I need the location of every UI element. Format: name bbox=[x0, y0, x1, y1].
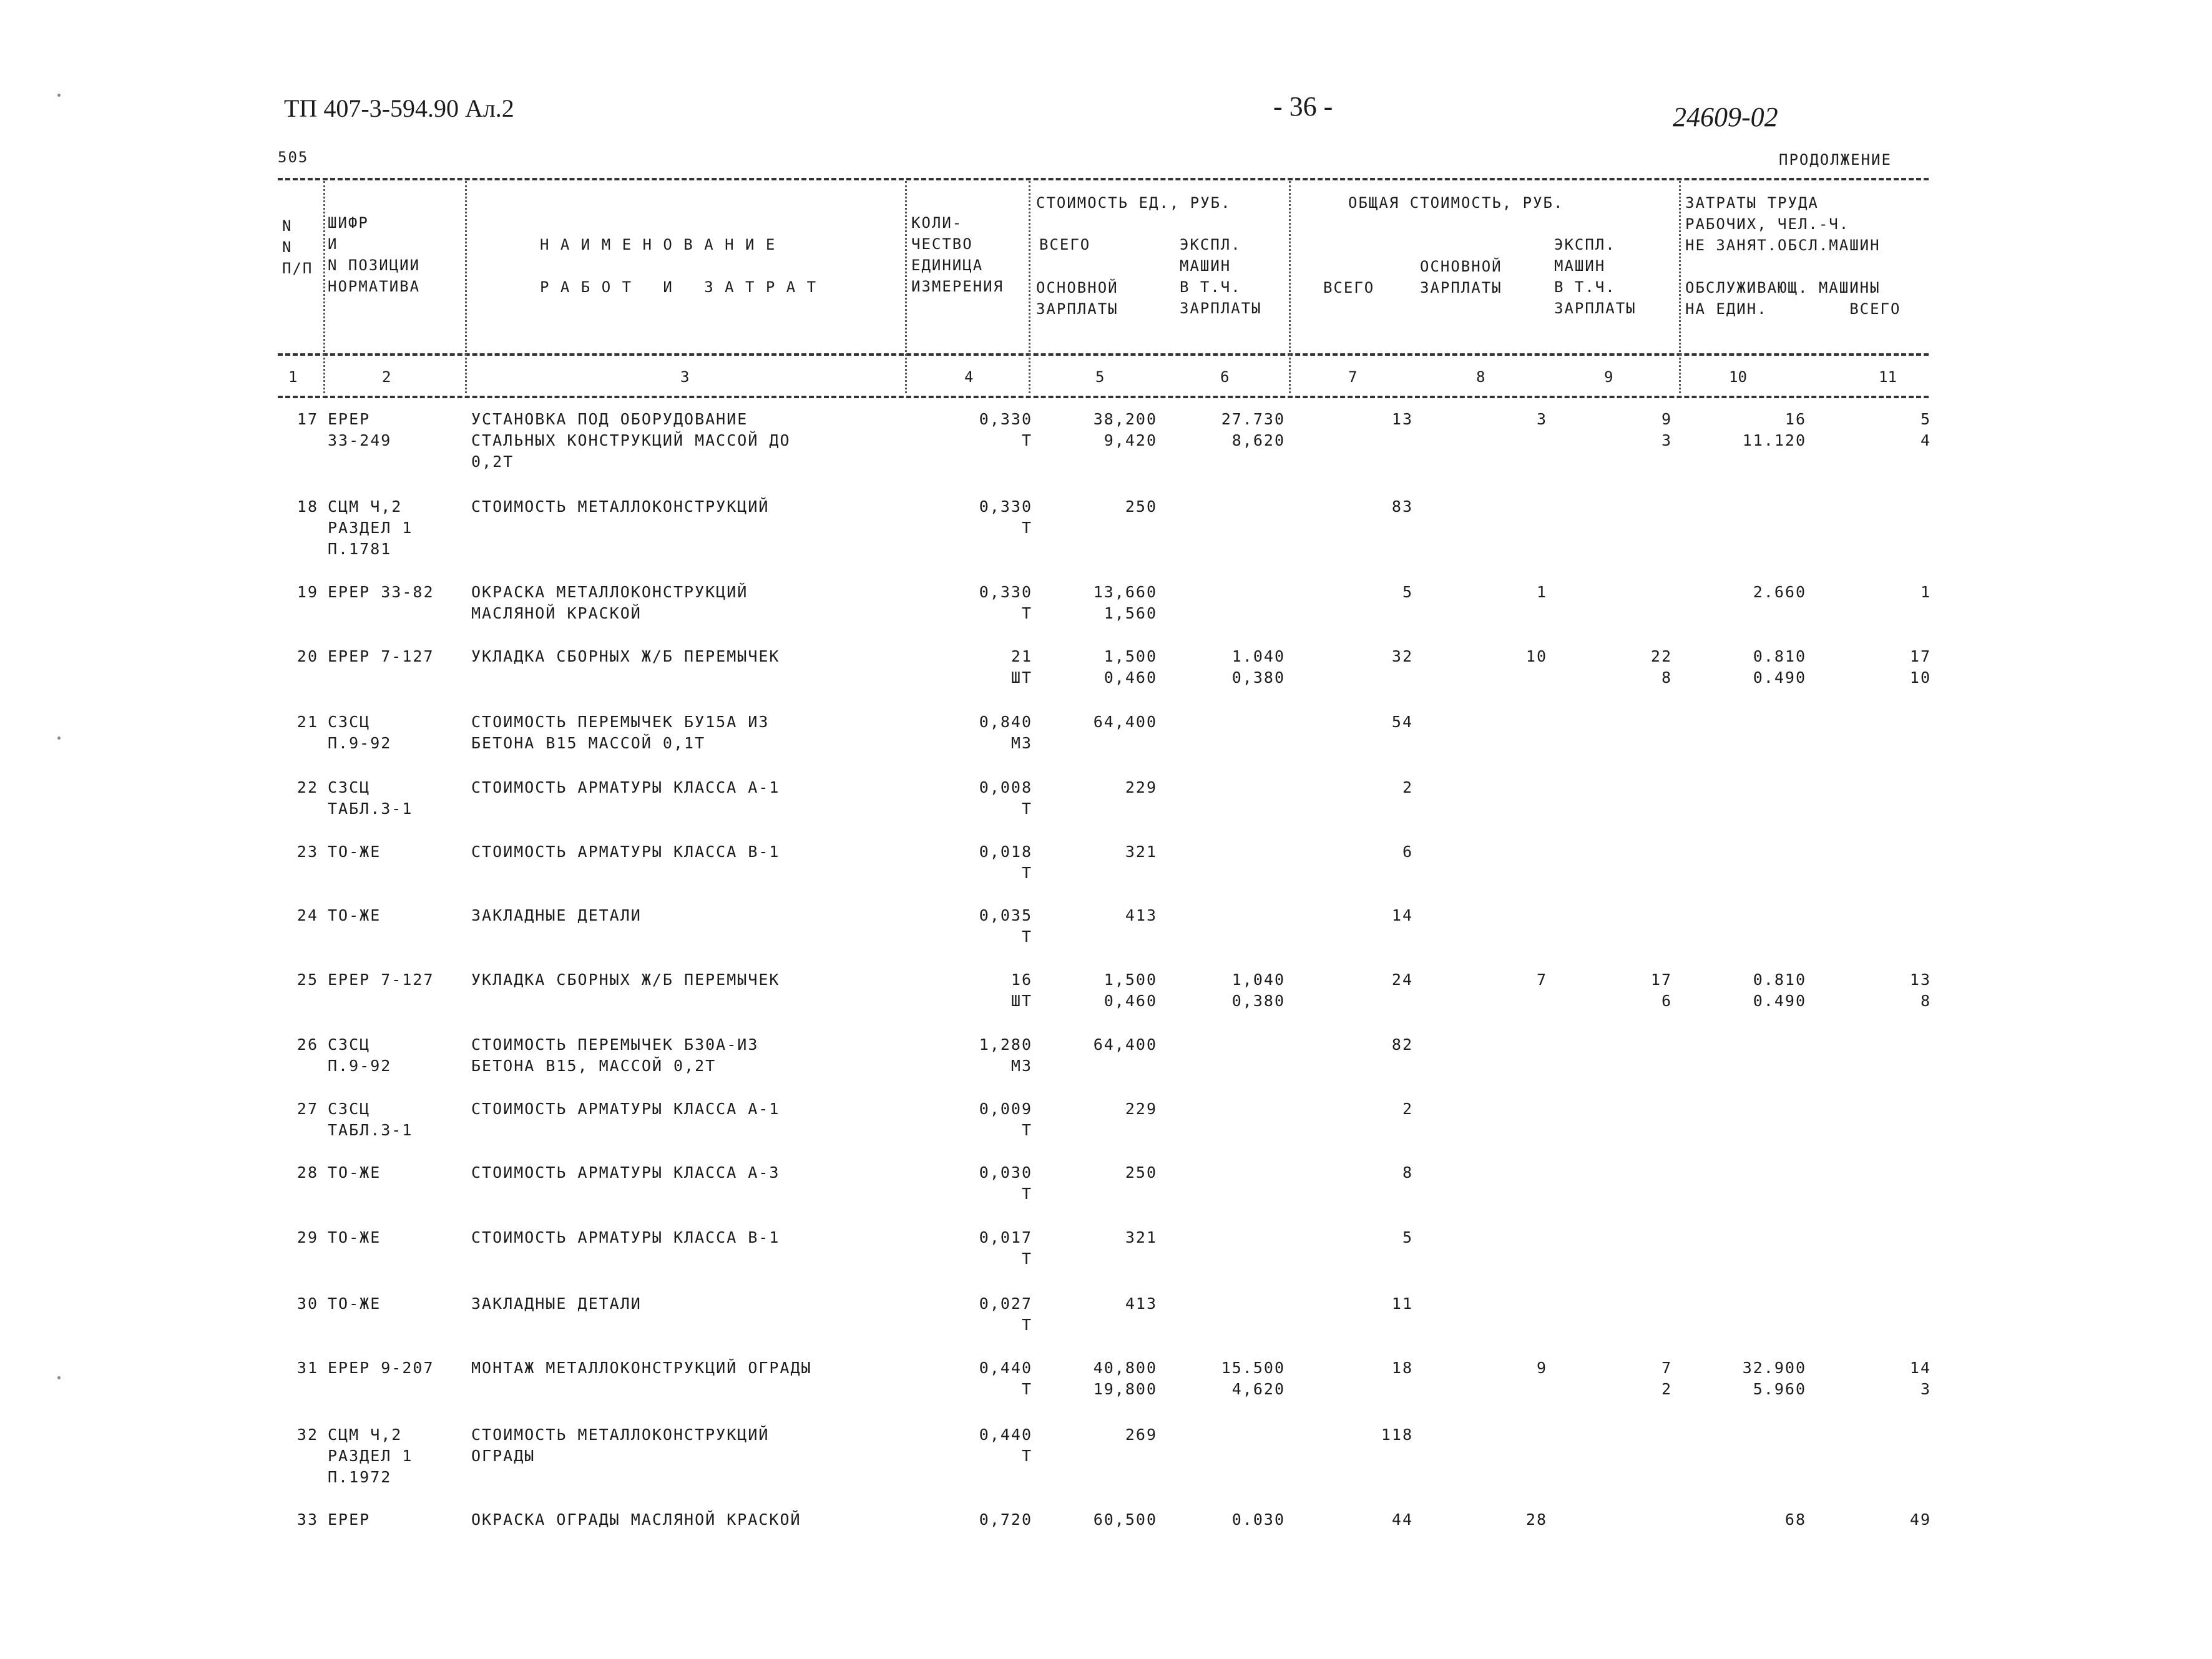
row-total-exp: 17 bbox=[1650, 971, 1672, 989]
scan-speck bbox=[57, 94, 61, 97]
row-unit-exp: 15.500 bbox=[1221, 1359, 1285, 1377]
row-name: ЗАКЛАДНЫЕ ДЕТАЛИ bbox=[471, 1294, 642, 1313]
row-quantity: Т bbox=[1021, 519, 1032, 537]
row-quantity: 0,330 bbox=[979, 583, 1032, 601]
row-labor-unit: 0.810 bbox=[1753, 971, 1806, 989]
header-index: N N П/П bbox=[282, 217, 313, 277]
row-total-exp: 9 bbox=[1661, 410, 1672, 428]
row-total-basic: 7 bbox=[1536, 971, 1547, 989]
row-unit-exp: 1,040 bbox=[1231, 971, 1285, 989]
row-unit-cost: 40,800 bbox=[1093, 1359, 1157, 1377]
row-labor-unit: 5.960 bbox=[1753, 1380, 1806, 1398]
row-number: 32 bbox=[296, 1426, 318, 1444]
row-unit-cost: 19,800 bbox=[1093, 1380, 1157, 1398]
col-separator bbox=[323, 181, 325, 393]
row-number: 21 bbox=[296, 713, 318, 731]
row-total-exp: 6 bbox=[1661, 992, 1672, 1010]
row-code: ТО-ЖЕ bbox=[328, 1163, 381, 1182]
row-unit-cost: 413 bbox=[1125, 1294, 1157, 1313]
row-number: 28 bbox=[296, 1163, 318, 1182]
header-unit-total: ВСЕГО bbox=[1039, 236, 1091, 253]
row-quantity: Т bbox=[1021, 604, 1032, 622]
row-name: СТОИМОСТЬ ПЕРЕМЫЧЕК БУ15А ИЗ bbox=[471, 713, 770, 731]
row-code: ТО-ЖЕ bbox=[328, 1228, 381, 1246]
row-code: РАЗДЕЛ 1 bbox=[328, 519, 413, 537]
row-code: РАЗДЕЛ 1 bbox=[328, 1447, 413, 1465]
row-name: СТОИМОСТЬ АРМАТУРЫ КЛАССА А-3 bbox=[471, 1163, 780, 1182]
row-quantity: Т bbox=[1021, 1250, 1032, 1268]
row-code: СЗСЦ bbox=[328, 713, 371, 731]
colnum-5: 5 bbox=[1095, 368, 1105, 386]
header-name: Н А И М Е Н О В А Н И Е Р А Б О Т И З А Т Р А Т bbox=[540, 236, 818, 296]
header-total-basic: ОСНОВНОЙ ЗАРПЛАТЫ bbox=[1420, 258, 1502, 296]
row-total: 14 bbox=[1391, 906, 1413, 924]
document-code: ТП 407-3-594.90 Ал.2 bbox=[284, 94, 514, 122]
table-top-rule bbox=[278, 178, 1929, 180]
row-quantity: 0,009 bbox=[979, 1100, 1032, 1118]
sheet-id: 505 bbox=[278, 149, 309, 166]
row-code: ЕРЕР 7-127 bbox=[328, 647, 434, 665]
row-unit-exp: 4,620 bbox=[1231, 1380, 1285, 1398]
row-labor-total: 4 bbox=[1920, 431, 1931, 449]
row-name: СТОИМОСТЬ АРМАТУРЫ КЛАССА А-1 bbox=[471, 778, 780, 796]
header-total-cost: ОБЩАЯ СТОИМОСТЬ, РУБ. bbox=[1348, 194, 1564, 212]
row-total: 82 bbox=[1391, 1035, 1413, 1054]
row-total: 118 bbox=[1381, 1426, 1413, 1444]
row-labor-total: 13 bbox=[1909, 971, 1931, 989]
album-code: 24609-02 bbox=[1673, 102, 1778, 132]
scan-speck bbox=[57, 737, 61, 740]
row-unit-cost: 321 bbox=[1125, 1228, 1157, 1246]
row-total-exp: 2 bbox=[1661, 1380, 1672, 1398]
row-total-basic: 1 bbox=[1536, 583, 1547, 601]
row-unit-cost: 1,500 bbox=[1104, 647, 1157, 665]
row-unit-cost: 413 bbox=[1125, 906, 1157, 924]
row-name: УКЛАДКА СБОРНЫХ Ж/Б ПЕРЕМЫЧЕК bbox=[471, 971, 780, 989]
row-name: СТОИМОСТЬ АРМАТУРЫ КЛАССА В-1 bbox=[471, 843, 780, 861]
header-labor: ЗАТРАТЫ ТРУДА РАБОЧИХ, ЧЕЛ.-Ч. НЕ ЗАНЯТ.ОБСЛ.МАШИН bbox=[1685, 194, 1881, 254]
row-quantity: 0,720 bbox=[979, 1510, 1032, 1529]
colnum-9: 9 bbox=[1604, 368, 1613, 386]
row-code: СЗСЦ bbox=[328, 1100, 371, 1118]
row-name: СТОИМОСТЬ АРМАТУРЫ КЛАССА В-1 bbox=[471, 1228, 780, 1246]
row-name: БЕТОНА В15 МАССОЙ 0,1Т bbox=[471, 734, 706, 752]
scan-speck bbox=[57, 1376, 61, 1379]
row-number: 18 bbox=[296, 497, 318, 516]
row-number: 17 bbox=[296, 410, 318, 428]
row-total: 5 bbox=[1402, 583, 1413, 601]
row-unit-cost: 0,460 bbox=[1104, 992, 1157, 1010]
row-code: СЦМ Ч,2 bbox=[328, 497, 403, 516]
header-bottom-rule bbox=[278, 353, 1929, 356]
col-separator bbox=[1289, 181, 1291, 393]
row-unit-exp: 0.030 bbox=[1231, 1510, 1285, 1529]
col-separator bbox=[1029, 181, 1030, 393]
row-number: 20 bbox=[296, 647, 318, 665]
row-labor-unit: 0.490 bbox=[1753, 668, 1806, 687]
row-labor-unit: 0.810 bbox=[1753, 647, 1806, 665]
row-name: СТОИМОСТЬ МЕТАЛЛОКОНСТРУКЦИЙ bbox=[471, 497, 770, 516]
row-labor-total: 14 bbox=[1909, 1359, 1931, 1377]
header-unit-cost: СТОИМОСТЬ ЕД., РУБ. bbox=[1036, 194, 1231, 212]
row-total: 44 bbox=[1391, 1510, 1413, 1529]
row-number: 26 bbox=[296, 1035, 318, 1054]
colnum-4: 4 bbox=[964, 368, 974, 386]
row-unit-cost: 229 bbox=[1125, 778, 1157, 796]
row-number: 33 bbox=[296, 1510, 318, 1529]
colnum-2: 2 bbox=[382, 368, 391, 386]
row-unit-cost: 269 bbox=[1125, 1426, 1157, 1444]
row-quantity: 0,330 bbox=[979, 497, 1032, 516]
row-total-basic: 3 bbox=[1536, 410, 1547, 428]
row-total: 5 bbox=[1402, 1228, 1413, 1246]
row-name: 0,2Т bbox=[471, 453, 514, 471]
row-name: ЗАКЛАДНЫЕ ДЕТАЛИ bbox=[471, 906, 642, 924]
row-quantity: 0,440 bbox=[979, 1359, 1032, 1377]
row-quantity: 0,035 bbox=[979, 906, 1032, 924]
row-name: МОНТАЖ МЕТАЛЛОКОНСТРУКЦИЙ ОГРАДЫ bbox=[471, 1359, 812, 1377]
row-quantity: Т bbox=[1021, 864, 1032, 882]
row-unit-exp: 1.040 bbox=[1231, 647, 1285, 665]
row-total: 6 bbox=[1402, 843, 1413, 861]
colnum-10: 10 bbox=[1729, 368, 1747, 386]
row-total: 2 bbox=[1402, 778, 1413, 796]
colnum-11: 11 bbox=[1879, 368, 1897, 386]
row-total: 83 bbox=[1391, 497, 1413, 516]
row-total-exp: 8 bbox=[1661, 668, 1672, 687]
row-quantity: М3 bbox=[1011, 1057, 1032, 1075]
column-number-rule bbox=[278, 396, 1929, 398]
row-unit-exp: 0,380 bbox=[1231, 668, 1285, 687]
row-labor-unit: 0.490 bbox=[1753, 992, 1806, 1010]
row-number: 22 bbox=[296, 778, 318, 796]
row-labor-total: 1 bbox=[1920, 583, 1931, 601]
col-separator bbox=[1679, 181, 1681, 393]
row-code: ЕРЕР 7-127 bbox=[328, 971, 434, 989]
row-quantity: 0,017 bbox=[979, 1228, 1032, 1246]
row-name: ОГРАДЫ bbox=[471, 1447, 536, 1465]
row-quantity: ШТ bbox=[1011, 992, 1032, 1010]
row-code: П.1972 bbox=[328, 1468, 392, 1486]
row-unit-cost: 1,560 bbox=[1104, 604, 1157, 622]
row-code: ТО-ЖЕ bbox=[328, 843, 381, 861]
row-number: 25 bbox=[296, 971, 318, 989]
row-total-exp: 3 bbox=[1661, 431, 1672, 449]
row-quantity: Т bbox=[1021, 1316, 1032, 1334]
colnum-6: 6 bbox=[1220, 368, 1230, 386]
row-code: СЗСЦ bbox=[328, 1035, 371, 1054]
row-code: П.9-92 bbox=[328, 734, 392, 752]
row-unit-cost: 60,500 bbox=[1093, 1510, 1157, 1529]
row-quantity: Т bbox=[1021, 1185, 1032, 1203]
row-name: СТОИМОСТЬ ПЕРЕМЫЧЕК Б30А-ИЗ bbox=[471, 1035, 759, 1054]
row-name: МАСЛЯНОЙ КРАСКОЙ bbox=[471, 604, 642, 622]
row-quantity: М3 bbox=[1011, 734, 1032, 752]
row-number: 23 bbox=[296, 843, 318, 861]
row-quantity: Т bbox=[1021, 927, 1032, 946]
row-labor-unit: 11.120 bbox=[1742, 431, 1806, 449]
row-total-exp: 7 bbox=[1661, 1359, 1672, 1377]
row-name: ОКРАСКА МЕТАЛЛОКОНСТРУКЦИЙ bbox=[471, 583, 748, 601]
row-code: ТО-ЖЕ bbox=[328, 906, 381, 924]
row-labor-unit: 16 bbox=[1784, 410, 1806, 428]
colnum-3: 3 bbox=[680, 368, 690, 386]
row-name: БЕТОНА В15, МАССОЙ 0,2Т bbox=[471, 1057, 717, 1075]
row-labor-total: 5 bbox=[1920, 410, 1931, 428]
row-unit-cost: 250 bbox=[1125, 1163, 1157, 1182]
row-labor-unit: 68 bbox=[1784, 1510, 1806, 1529]
row-unit-cost: 250 bbox=[1125, 497, 1157, 516]
row-unit-exp: 0,380 bbox=[1231, 992, 1285, 1010]
header-unit-basic: ОСНОВНОЙ ЗАРПЛАТЫ bbox=[1036, 279, 1118, 318]
row-code: ЕРЕР 33-82 bbox=[328, 583, 434, 601]
row-quantity: Т bbox=[1021, 1380, 1032, 1398]
row-number: 19 bbox=[296, 583, 318, 601]
row-quantity: 0,008 bbox=[979, 778, 1032, 796]
row-code: ТО-ЖЕ bbox=[328, 1294, 381, 1313]
header-total-exp: ЭКСПЛ. МАШИН В Т.Ч. ЗАРПЛАТЫ bbox=[1554, 236, 1637, 317]
header-code: ШИФР И N ПОЗИЦИИ НОРМАТИВА bbox=[328, 214, 421, 295]
row-name: СТОИМОСТЬ АРМАТУРЫ КЛАССА А-1 bbox=[471, 1100, 780, 1118]
row-total-exp: 22 bbox=[1650, 647, 1672, 665]
row-total: 18 bbox=[1391, 1359, 1413, 1377]
row-code: П.9-92 bbox=[328, 1057, 392, 1075]
colnum-1: 1 bbox=[288, 368, 298, 386]
row-quantity: 0,330 bbox=[979, 410, 1032, 428]
row-unit-cost: 9,420 bbox=[1104, 431, 1157, 449]
row-total: 11 bbox=[1391, 1294, 1413, 1313]
row-number: 31 bbox=[296, 1359, 318, 1377]
row-labor-unit: 2.660 bbox=[1753, 583, 1806, 601]
row-labor-total: 17 bbox=[1909, 647, 1931, 665]
row-quantity: 0,840 bbox=[979, 713, 1032, 731]
row-quantity: 0,440 bbox=[979, 1426, 1032, 1444]
row-quantity: ШТ bbox=[1011, 668, 1032, 687]
row-code: ТАБЛ.3-1 bbox=[328, 1121, 413, 1139]
header-quantity: КОЛИ- ЧЕСТВО ЕДИНИЦА ИЗМЕРЕНИЯ bbox=[911, 214, 1004, 295]
row-total-basic: 9 bbox=[1536, 1359, 1547, 1377]
row-unit-cost: 1,500 bbox=[1104, 971, 1157, 989]
row-unit-cost: 229 bbox=[1125, 1100, 1157, 1118]
row-code: СЦМ Ч,2 bbox=[328, 1426, 403, 1444]
row-code: ЕРЕР bbox=[328, 1510, 371, 1529]
header-total-all: ВСЕГО bbox=[1323, 279, 1375, 296]
row-total: 13 bbox=[1391, 410, 1413, 428]
row-total: 2 bbox=[1402, 1100, 1413, 1118]
row-quantity: Т bbox=[1021, 1121, 1032, 1139]
row-number: 27 bbox=[296, 1100, 318, 1118]
row-number: 30 bbox=[296, 1294, 318, 1313]
row-number: 24 bbox=[296, 906, 318, 924]
row-quantity: 0,030 bbox=[979, 1163, 1032, 1182]
row-total: 24 bbox=[1391, 971, 1413, 989]
row-quantity: 21 bbox=[1011, 647, 1032, 665]
row-quantity: Т bbox=[1021, 1447, 1032, 1465]
row-unit-cost: 0,460 bbox=[1104, 668, 1157, 687]
row-unit-cost: 321 bbox=[1125, 843, 1157, 861]
row-quantity: 0,027 bbox=[979, 1294, 1032, 1313]
row-unit-exp: 8,620 bbox=[1231, 431, 1285, 449]
header-labor-sub: ОБСЛУЖИВАЮЩ. МАШИНЫ НА ЕДИН. ВСЕГО bbox=[1685, 279, 1901, 318]
row-number: 29 bbox=[296, 1228, 318, 1246]
header-unit-exp: ЭКСПЛ. МАШИН В Т.Ч. ЗАРПЛАТЫ bbox=[1180, 236, 1262, 317]
page-number: - 36 - bbox=[1273, 91, 1333, 122]
row-code: ТАБЛ.3-1 bbox=[328, 800, 413, 818]
row-total: 54 bbox=[1391, 713, 1413, 731]
row-labor-total: 49 bbox=[1909, 1510, 1931, 1529]
row-name: СТАЛЬНЫХ КОНСТРУКЦИЙ МАССОЙ ДО bbox=[471, 431, 791, 449]
colnum-8: 8 bbox=[1476, 368, 1485, 386]
row-name: ОКРАСКА ОГРАДЫ МАСЛЯНОЙ КРАСКОЙ bbox=[471, 1510, 801, 1529]
row-quantity: 0,018 bbox=[979, 843, 1032, 861]
row-total-basic: 28 bbox=[1525, 1510, 1547, 1529]
row-code: СЗСЦ bbox=[328, 778, 371, 796]
row-total-basic: 10 bbox=[1525, 647, 1547, 665]
row-labor-total: 10 bbox=[1909, 668, 1931, 687]
row-unit-cost: 64,400 bbox=[1093, 713, 1157, 731]
row-total: 8 bbox=[1402, 1163, 1413, 1182]
row-unit-cost: 64,400 bbox=[1093, 1035, 1157, 1054]
row-labor-unit: 32.900 bbox=[1742, 1359, 1806, 1377]
row-code: ЕРЕР bbox=[328, 410, 371, 428]
row-labor-total: 8 bbox=[1920, 992, 1931, 1010]
row-name: УКЛАДКА СБОРНЫХ Ж/Б ПЕРЕМЫЧЕК bbox=[471, 647, 780, 665]
row-quantity: Т bbox=[1021, 800, 1032, 818]
row-code: П.1781 bbox=[328, 540, 392, 558]
row-total: 32 bbox=[1391, 647, 1413, 665]
row-labor-total: 3 bbox=[1920, 1380, 1931, 1398]
row-code: 33-249 bbox=[328, 431, 392, 449]
row-unit-cost: 38,200 bbox=[1093, 410, 1157, 428]
row-quantity: Т bbox=[1021, 431, 1032, 449]
row-code: ЕРЕР 9-207 bbox=[328, 1359, 434, 1377]
col-separator bbox=[905, 181, 907, 393]
row-unit-cost: 13,660 bbox=[1093, 583, 1157, 601]
col-separator bbox=[465, 181, 467, 393]
row-name: УСТАНОВКА ПОД ОБОРУДОВАНИЕ bbox=[471, 410, 748, 428]
row-name: СТОИМОСТЬ МЕТАЛЛОКОНСТРУКЦИЙ bbox=[471, 1426, 770, 1444]
continuation-label: ПРОДОЛЖЕНИЕ bbox=[1779, 151, 1892, 169]
row-quantity: 1,280 bbox=[979, 1035, 1032, 1054]
row-unit-exp: 27.730 bbox=[1221, 410, 1285, 428]
row-quantity: 16 bbox=[1011, 971, 1032, 989]
colnum-7: 7 bbox=[1348, 368, 1358, 386]
